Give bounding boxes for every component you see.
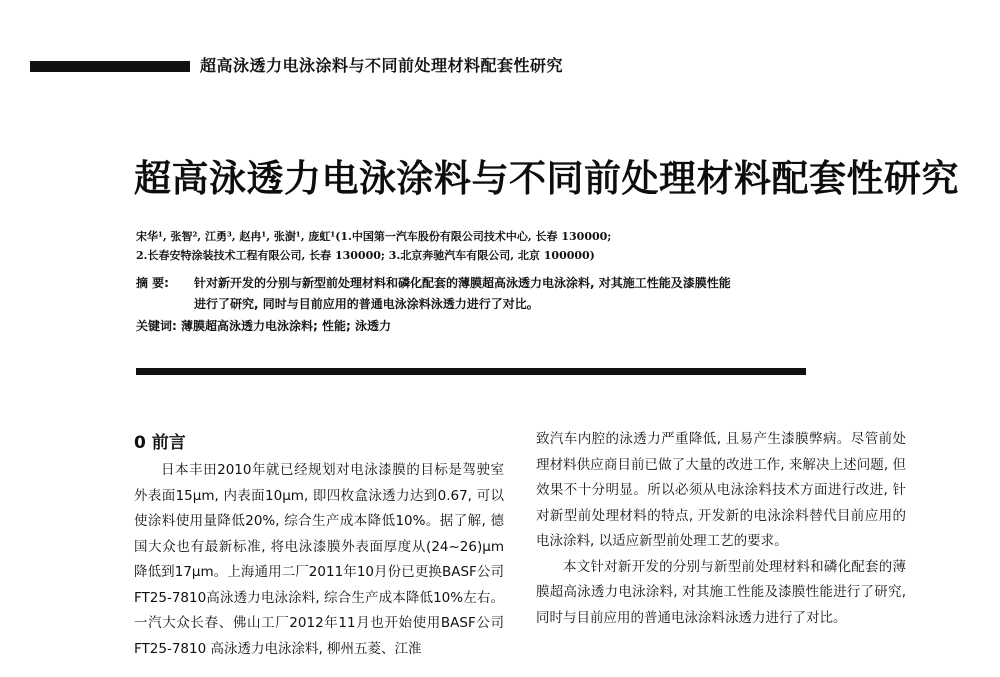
right-column [536,427,906,631]
section-divider [136,368,806,375]
header-bar [30,61,190,72]
abstract-line-1: 针对新开发的分别与新型前处理材料和磷化配套的薄膜超高泳透力电泳涂料, 对其施工性能及漆膜性能 [194,276,731,290]
abstract-block [136,273,836,315]
body-paragraph-continued: 致汽车内腔的泳透力严重降低, 且易产生漆膜弊病。尽管前处理材料供应商目前已做了大量的改进工作, 来解决上述问题, 但效果不十分明显。所以必须从电泳涂料技术方面进行改进, 针对新型前处理材料的特点, 开发新的电泳涂料替代目前应用的电泳涂料, 以适应新型前处理工艺的要求。 [536,431,906,549]
body-paragraph: 日本丰田2010年就已经规划对电泳漆膜的目标是驾驶室外表面15μm, 内表面10μm, 即四枚盒泳透力达到0.67, 可以使涂料使用量降低20%, 综合生产成本降低10%。据了解, 德国大众也有最新标准, 将电泳漆膜外表面厚度从(24~26)μm降低到17μm。上海通用二厂2011年10月份已更换BASF公司FT25-7810高泳透力电泳涂料, 综合生产成本降低10%左右。一汽大众长春、佛山工厂2012年11月也开始使用BASF公司FT25-7810 高泳透力电泳涂料, 柳州五菱、江淮 [134,462,504,657]
abstract-label: 摘 要: [136,276,169,290]
author-line-1: 宋华¹, 张智², 江勇³, 赵冉¹, 张澍¹, 庞虹¹(1.中国第一汽车股份有限公司技术中心, 长春 130000; [136,230,612,243]
section-heading: 0 前言 [134,433,186,453]
abstract-line-2: 进行了研究, 同时与目前应用的普通电泳涂料泳透力进行了对比。 [194,297,539,311]
keywords-block [136,317,391,334]
keywords-text: 薄膜超高泳透力电泳涂料; 性能; 泳透力 [181,319,391,333]
body-paragraph: 本文针对新开发的分别与新型前处理材料和磷化配套的薄膜超高泳透力电泳涂料, 对其施工性能及漆膜性能进行了研究, 同时与目前应用的普通电泳涂料泳透力进行了对比。 [536,558,906,626]
author-block [136,227,836,265]
left-column [134,430,504,662]
keywords-label: 关键词: [136,319,177,333]
author-line-2: 2.长春安特涂装技术工程有限公司, 长春 130000; 3.北京奔驰汽车有限公司, 北京 100000) [136,249,595,262]
running-title: 超高泳透力电泳涂料与不同前处理材料配套性研究 [200,56,564,75]
paper-title: 超高泳透力电泳涂料与不同前处理材料配套性研究 [134,157,959,200]
